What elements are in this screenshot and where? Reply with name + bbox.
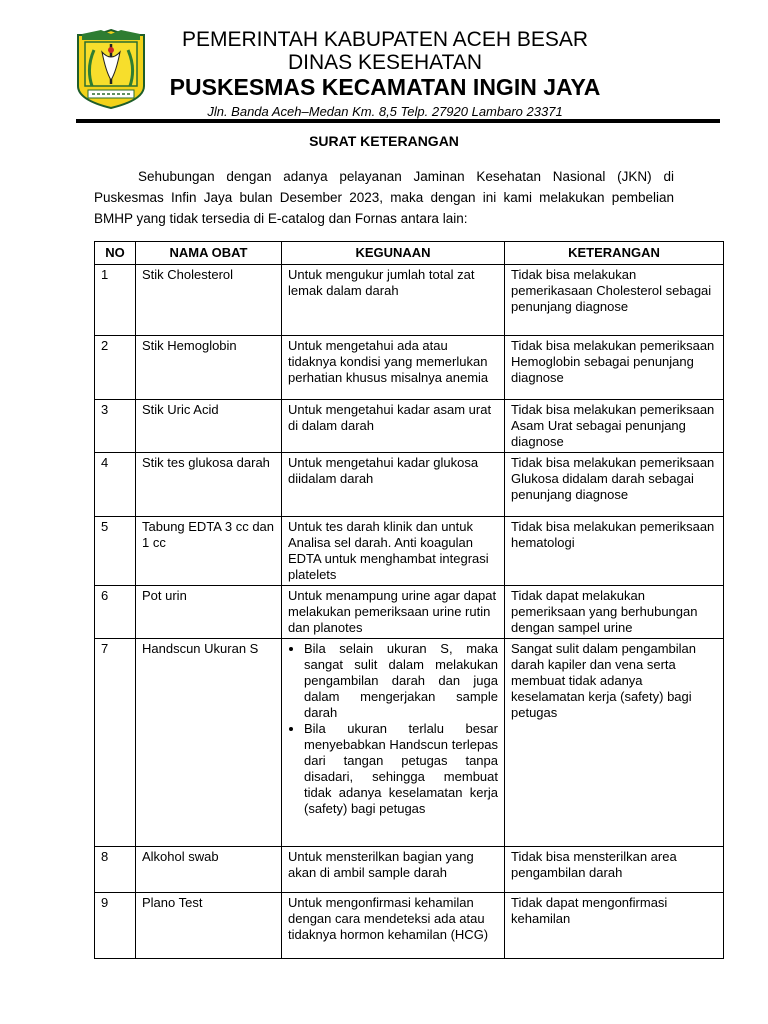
row-name: Stik Uric Acid — [136, 400, 282, 453]
table-header-row — [95, 242, 724, 265]
row-name: Stik Cholesterol — [136, 265, 282, 336]
row-name: Stik tes glukosa darah — [136, 453, 282, 517]
row-name: Handscun Ukuran S — [136, 639, 282, 847]
institution-address: Jln. Banda Aceh–Medan Km. 8,5 Telp. 27920 Lambaro 23371 — [207, 104, 563, 119]
row-note: Sangat sulit dalam pengambilan darah kapiler dan vena serta membuat tidak adanya keselamatan kerja (safety) bagi petugas — [505, 639, 724, 847]
row-use — [282, 639, 505, 847]
items-table — [94, 241, 724, 959]
row-note: Tidak bisa melakukan pemeriksaan hematologi — [505, 517, 724, 586]
government-name: PEMERINTAH KABUPATEN ACEH BESAR — [181, 28, 589, 51]
row-no: 6 — [95, 586, 136, 639]
letterhead — [0, 0, 768, 120]
use-bullet-item: • Bila selain ukuran S, maka sangat sulit dalam melakukan pengambilan darah dan juga dalam mengerjakan sample darah — [304, 641, 498, 721]
row-no: 5 — [95, 517, 136, 586]
row-use: Untuk mengetahui kadar glukosa diidalam darah — [282, 453, 505, 517]
use-bullet-item: • Bila ukuran terlalu besar menyebabkan Handscun terlepas dari tangan petugas tanpa disadari, sehingga membuat tidak adanya keselamatan kerja (safety) bagi petugas — [304, 721, 498, 817]
row-use: Untuk mensterilkan bagian yang akan di ambil sample darah — [282, 847, 505, 893]
header-no: NO — [95, 242, 136, 265]
header-note: KETERANGAN — [505, 242, 724, 265]
department-name: DINAS KESEHATAN — [287, 51, 483, 74]
letterhead-text — [160, 28, 610, 123]
header-use: KEGUNAAN — [282, 242, 505, 265]
row-note: Tidak bisa melakukan pemeriksaan Glukosa didalam darah sebagai penunjang diagnose — [505, 453, 724, 517]
row-no: 9 — [95, 893, 136, 959]
row-no: 7 — [95, 639, 136, 847]
row-use: Untuk tes darah klinik dan untuk Analisa sel darah. Anti koagulan EDTA untuk menghambat integrasi platelets — [282, 517, 505, 586]
row-note: Tidak dapat melakukan pemeriksaan yang berhubungan dengan sampel urine — [505, 586, 724, 639]
row-no: 3 — [95, 400, 136, 453]
row-use: Untuk mengetahui kadar asam urat di dalam darah — [282, 400, 505, 453]
row-note: Tidak bisa melakukan pemeriksaan Asam Urat sebagai penunjang diagnose — [505, 400, 724, 453]
table-row — [95, 265, 724, 336]
row-no: 4 — [95, 453, 136, 517]
table-row — [95, 586, 724, 639]
row-note: Tidak bisa melakukan pemerikasaan Cholesterol sebagai penunjang diagnose — [505, 265, 724, 336]
row-use: Untuk menampung urine agar dapat melakukan pemeriksaan urine rutin dan planotes — [282, 586, 505, 639]
row-name: Stik Hemoglobin — [136, 336, 282, 400]
table-row — [95, 847, 724, 893]
use-bullet-list — [288, 641, 498, 817]
table-row — [95, 639, 724, 847]
aceh-besar-emblem-icon — [76, 28, 146, 110]
row-no: 2 — [95, 336, 136, 400]
row-note: Tidak bisa mensterilkan area pengambilan darah — [505, 847, 724, 893]
institution-name: PUSKESMAS KECAMATAN INGIN JAYA — [169, 74, 601, 100]
table-row — [95, 453, 724, 517]
row-no: 8 — [95, 847, 136, 893]
row-name: Tabung EDTA 3 cc dan 1 cc — [136, 517, 282, 586]
row-note: Tidak bisa melakukan pemeriksaan Hemoglobin sebagai penunjang diagnose — [505, 336, 724, 400]
table-row — [95, 400, 724, 453]
row-name: Plano Test — [136, 893, 282, 959]
row-no: 1 — [95, 265, 136, 336]
table-row — [95, 336, 724, 400]
intro-paragraph: Sehubungan dengan adanya pelayanan Jaminan Kesehatan Nasional (JKN) di Puskesmas Infin Jaya bulan Desember 2023, maka dengan ini kami melakukan pembelian BMHP yang tidak tersedia di E-catalog dan Fornas antara lain: — [94, 169, 674, 226]
document-title: SURAT KETERANGAN — [309, 133, 459, 149]
table-row — [95, 517, 724, 586]
header-name: NAMA OBAT — [136, 242, 282, 265]
row-name: Pot urin — [136, 586, 282, 639]
row-name: Alkohol swab — [136, 847, 282, 893]
row-use: Untuk mengonfirmasi kehamilan dengan cara mendeteksi ada atau tidaknya hormon kehamilan (HCG) — [282, 893, 505, 959]
row-note: Tidak dapat mengonfirmasi kehamilan — [505, 893, 724, 959]
table-row — [95, 893, 724, 959]
row-use: Untuk mengetahui ada atau tidaknya kondisi yang memerlukan perhatian khusus misalnya anemia — [282, 336, 505, 400]
letterhead-divider — [76, 119, 720, 123]
row-use: Untuk mengukur jumlah total zat lemak dalam darah — [282, 265, 505, 336]
